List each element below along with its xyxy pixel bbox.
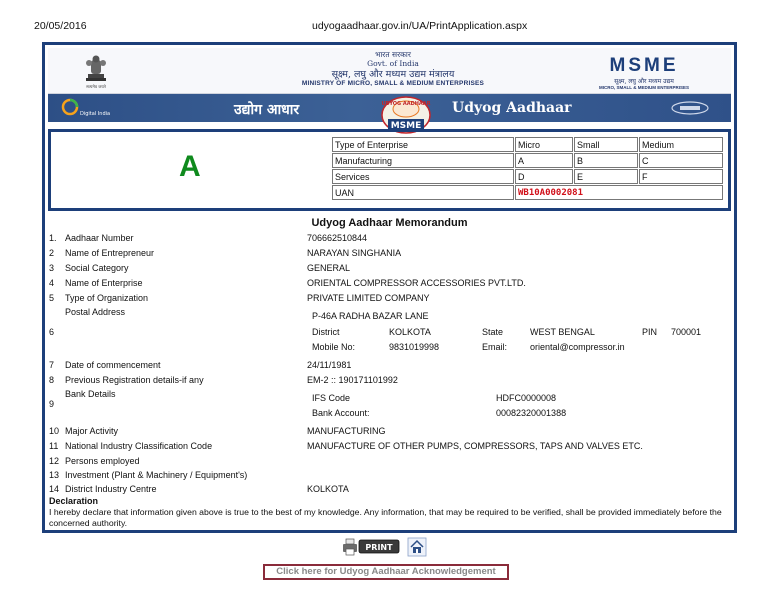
- enterprise-category-box: [48, 129, 731, 211]
- pin-label: PIN: [642, 327, 658, 337]
- table-cell: D: [515, 169, 573, 184]
- table-cell: B: [574, 153, 638, 168]
- table-cell: Medium: [639, 137, 723, 152]
- ifs-code-value: HDFC0000008: [496, 393, 557, 403]
- item-number: 1.: [49, 233, 57, 243]
- item-value: MANUFACTURING: [307, 426, 386, 436]
- item-number: 5: [49, 293, 55, 303]
- banner-title-hindi: उद्योग आधार: [234, 102, 300, 118]
- item-number: 6: [49, 327, 55, 337]
- item-value: 706662510844: [307, 233, 368, 243]
- item-number: 13: [49, 470, 60, 480]
- print-date: 20/05/2016: [34, 20, 87, 32]
- print-label: PRINT: [365, 543, 393, 552]
- item-number: 8: [49, 375, 55, 385]
- table-cell: Type of Enterprise: [332, 137, 514, 152]
- certificate-frame: [42, 42, 737, 533]
- seal-bottom-text: MSME: [390, 121, 422, 131]
- table-row: [332, 169, 723, 184]
- item-label: Persons employed: [65, 456, 140, 466]
- udyog-aadhaar-banner: [48, 94, 731, 131]
- item-label: Major Activity: [65, 426, 119, 436]
- item-label: Name of Enterprise: [65, 278, 143, 288]
- acknowledgement-link[interactable]: Click here for Udyog Aadhaar Acknowledgement: [263, 564, 509, 580]
- district-label: District: [312, 327, 340, 337]
- msme-tag-hindi: सूक्ष्म, लघु और मध्यम उद्यम: [614, 78, 674, 85]
- ifs-code-label: IFS Code: [312, 393, 351, 403]
- item-label: Aadhaar Number: [65, 233, 134, 243]
- mobile-label: Mobile No:: [312, 342, 356, 352]
- district-value: KOLKOTA: [389, 327, 431, 337]
- table-cell: F: [639, 169, 723, 184]
- msme-tag-english: MICRO, SMALL & MEDIUM ENTERPRISES: [599, 85, 689, 90]
- declaration-text: I hereby declare that information given above is true to the best of my knowledge. Any information, that may be required to be verified, shall be provided immediately before the concerned authority.: [49, 507, 722, 529]
- table-cell: C: [639, 153, 723, 168]
- item-number: 3: [49, 263, 55, 273]
- category-letter: A: [179, 150, 201, 183]
- make-in-india-icon: [670, 100, 710, 116]
- item-label: Name of Entrepreneur: [65, 248, 155, 258]
- table-cell: Manufacturing: [332, 153, 514, 168]
- digital-india-text: Digital India: [80, 111, 111, 117]
- uan-value: [515, 185, 723, 200]
- banner-title-english: Udyog Aadhaar: [452, 100, 572, 116]
- table-row: [332, 137, 723, 152]
- ministry-hindi-line2: सूक्ष्म, लघु और मध्यम उद्यम मंत्रालय: [331, 68, 455, 80]
- table-cell: E: [574, 169, 638, 184]
- emblem-caption: सत्यमेव जयते: [86, 84, 106, 89]
- table-cell: Small: [574, 137, 638, 152]
- table-cell: Services: [332, 169, 514, 184]
- item-label: National Industry Classification Code: [65, 441, 213, 451]
- item-number: 12: [49, 456, 60, 466]
- declaration-heading: Declaration: [49, 496, 99, 506]
- state-label: State: [482, 327, 504, 337]
- mobile-value: 9831019998: [389, 342, 440, 352]
- uan-label: UAN: [332, 185, 514, 200]
- item-label: Social Category: [65, 263, 129, 273]
- item-label: Bank Details: [65, 389, 116, 399]
- item-value: ORIENTAL COMPRESSOR ACCESSORIES PVT.LTD.: [307, 278, 526, 288]
- item-number: 9: [49, 399, 55, 409]
- print-button[interactable]: [341, 537, 401, 557]
- uan-number: WB10A0002081: [518, 188, 584, 198]
- state-value: WEST BENGAL: [530, 327, 595, 337]
- item-label: District Industry Centre: [65, 484, 157, 494]
- seal-top-text: UDYOG AADHAAR: [381, 101, 431, 107]
- pin-value: 700001: [671, 327, 702, 337]
- item-number: 4: [49, 278, 55, 288]
- item-number: 11: [49, 441, 59, 451]
- table-row: [332, 185, 723, 200]
- memorandum-title: Udyog Aadhaar Memorandum: [311, 217, 468, 229]
- item-number: 2: [49, 248, 55, 258]
- item-label: Postal Address: [65, 307, 126, 317]
- item-number: 10: [49, 426, 60, 436]
- enterprise-type-table: [331, 136, 724, 201]
- item-value: NARAYAN SINGHANIA: [307, 248, 402, 258]
- item-label: Previous Registration details-if any: [65, 375, 204, 385]
- ministry-english-line2: MINISTRY OF MICRO, SMALL & MEDIUM ENTERPRISES: [301, 79, 485, 87]
- item-value: 24/11/1981: [307, 360, 352, 370]
- table-cell: A: [515, 153, 573, 168]
- printer-icon: [343, 539, 357, 555]
- bank-account-label: Bank Account:: [312, 408, 370, 418]
- item-value: EM-2 :: 190171101992: [307, 375, 398, 385]
- item-value: MANUFACTURE OF OTHER PUMPS, COMPRESSORS, TAPS AND VALVES ETC.: [307, 441, 643, 451]
- item-value: GENERAL: [307, 263, 351, 273]
- ministry-name: [258, 51, 528, 88]
- table-row: [332, 153, 723, 168]
- home-icon[interactable]: [407, 537, 427, 557]
- item-label: Investment (Plant & Machinery / Equipment's): [65, 470, 248, 480]
- item-number: 7: [49, 360, 55, 370]
- item-label: Date of commencement: [65, 360, 161, 370]
- email-label: Email:: [482, 342, 508, 352]
- item-value: PRIVATE LIMITED COMPANY: [307, 293, 430, 303]
- postal-address-line: P-46A RADHA BAZAR LANE: [312, 311, 429, 321]
- ministry-english-line1: Govt. of India: [367, 58, 419, 68]
- table-cell: Micro: [515, 137, 573, 152]
- item-number: 14: [49, 484, 60, 494]
- email-value: oriental@compressor.in: [530, 342, 625, 352]
- msme-logo-word: MSME: [609, 55, 679, 76]
- bank-account-value: 00082320001388: [496, 408, 567, 418]
- item-value: KOLKOTA: [307, 484, 349, 494]
- item-label: Type of Organization: [65, 293, 149, 303]
- digital-india-logo-icon: [60, 98, 130, 118]
- print-url: udyogaadhaar.gov.in/UA/PrintApplication.aspx: [312, 20, 528, 32]
- msme-logo: [574, 56, 714, 90]
- ministry-header: [48, 48, 731, 94]
- national-emblem-icon: [78, 54, 114, 90]
- ministry-hindi-line1: भारत सरकार: [375, 50, 411, 59]
